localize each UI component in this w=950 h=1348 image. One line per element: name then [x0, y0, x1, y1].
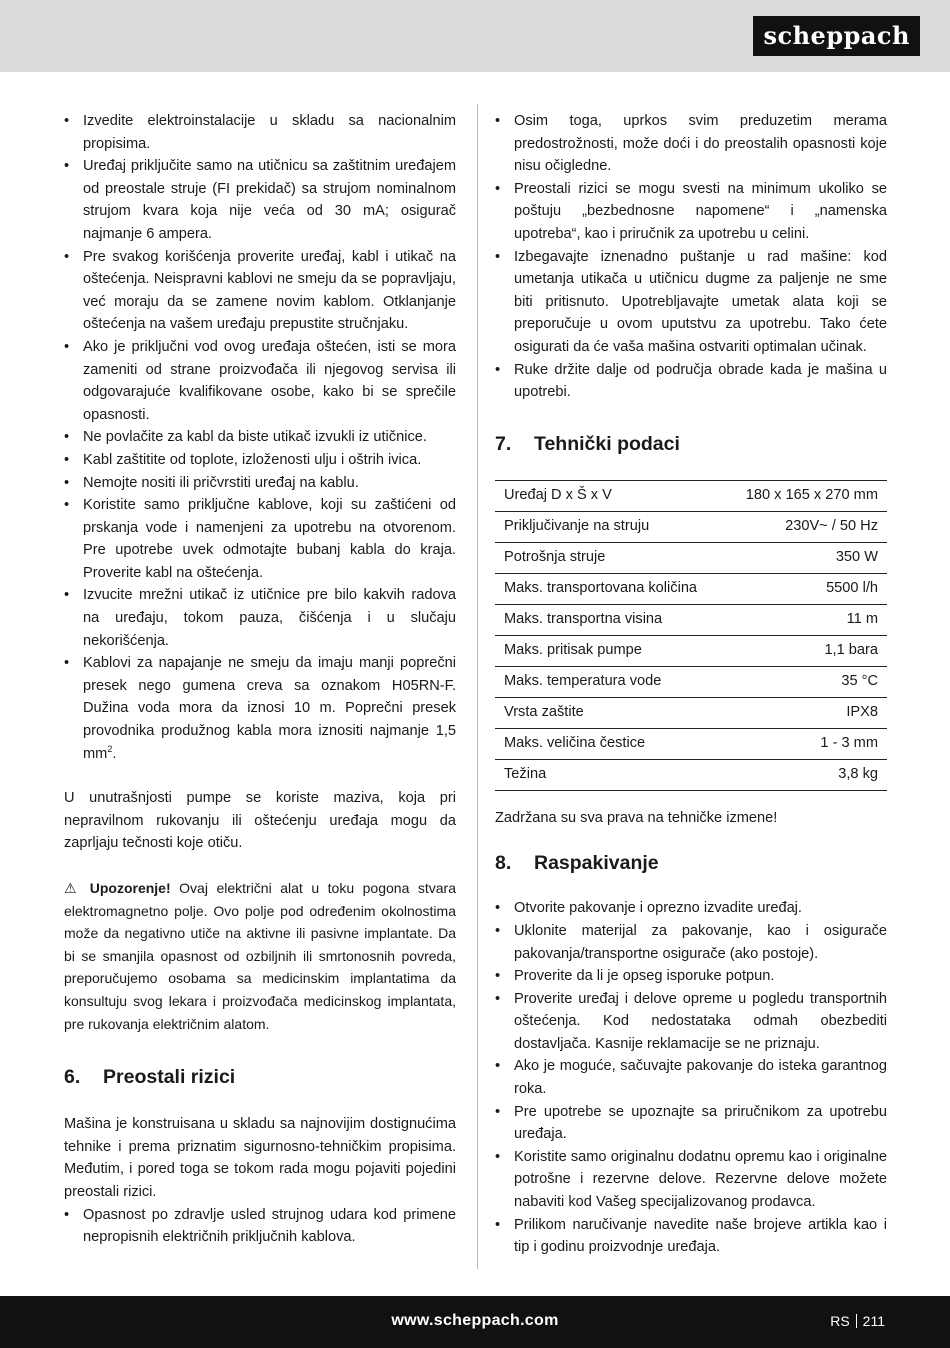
list-item: • Uklonite materijal za pakovanje, kao i osigurače pakovanja/transportne osigurače (ako postoje). [495, 920, 887, 965]
list-item: • Ne povlačite za kabl da biste utikač izvukli iz utičnice. [64, 426, 456, 449]
warning-paragraph [64, 877, 456, 1035]
section-title: Tehnički podaci [534, 432, 680, 455]
page-separator [856, 1314, 857, 1328]
list-item: • Pre svakog korišćenja proverite uređaj, kabl i utikač na oštećenja. Neispravni kablovi ne smeju da se popravljaju, već moraju da se zamene novim kablom. Otklanjanje oštećenja na vašem uređaju prepustite stručnjaku. [64, 246, 456, 336]
list-item: • Uređaj priključite samo na utičnicu sa zaštitnim uređajem od preostale struje (FI prekidač) sa strujom nominalnom strujom kvara koja nije veća od 30 mA; osigurač najmanje 6 ampera. [64, 155, 456, 245]
section-7-heading [495, 430, 887, 458]
spec-label: Težina [495, 759, 724, 790]
brand-logo: scheppach [753, 16, 920, 56]
cable-text: Kablovi za napajanje ne smeju da imaju manji poprečni presek nego gumena creva sa oznakom H05RN-F. Dužina voda mora da iznosi 10 m. Poprečni presek provodnika produžnog kabla mora iznositi najmanje 1,5 mm [83, 655, 456, 762]
page-indicator [830, 1310, 885, 1332]
table-row [495, 697, 887, 728]
table-row [495, 573, 887, 604]
list-item: • Preostali rizici se mogu svesti na minimum ukoliko se poštuju „bezbednosne napomene“ i „namenska upotreba“, kao i priručnik za upotrebu u celini. [495, 178, 887, 246]
table-row [495, 542, 887, 573]
footer-bar [0, 1296, 950, 1348]
list-item: • Izvucite mrežni utikač iz utičnice pre bilo kakvih radova na uređaju, tokom pauza, čišćenja i u slučaju nekorišćenja. [64, 584, 456, 652]
spec-label: Maks. transportovana količina [495, 573, 724, 604]
list-item: • Izbegavajte iznenadno puštanje u rad mašine: kod umetanja utikača u utičnicu dugme za paljenje ne sme biti pritisnuto. Upotrebljavajte umetak alata koji se preporučuje u ovom uputstvu za upotrebu. Tako ćete osigurati da će vaša mašina ostvariti optimalan učinak. [495, 246, 887, 359]
section-number: 6. [64, 1066, 81, 1089]
spec-label: Maks. transportna visina [495, 604, 724, 635]
list-item: • Koristite samo originalnu dodatnu opremu kao i originalne potrošne i rezervne delove. Rezervne delove možete nabaviti kod Vašeg specijalizovanog prodavca. [495, 1146, 887, 1214]
header-bar [0, 0, 950, 72]
table-row [495, 666, 887, 697]
table-row [495, 635, 887, 666]
table-row [495, 480, 887, 511]
list-item: • Kabl zaštitite od toplote, izloženosti ulju i oštrih ivica. [64, 449, 456, 472]
table-row [495, 728, 887, 759]
section-8-heading [495, 849, 887, 877]
spec-value: 35 °C [724, 666, 887, 697]
table-row [495, 759, 887, 790]
spec-value: 3,8 kg [724, 759, 887, 790]
risk-bullet-list [495, 110, 887, 404]
spec-label: Priključivanje na struju [495, 511, 724, 542]
spec-label: Maks. veličina čestice [495, 728, 724, 759]
section-6-paragraph: Mašina je konstruisana u skladu sa najnovijim dostignućima tehnike i prema priznatim sigurnosno-tehničkim propisima. Međutim, i pored toga se tokom rada mogu pojaviti pojedini preostali rizici. [64, 1116, 456, 1200]
table-row [495, 511, 887, 542]
section-title: Preostali rizici [103, 1066, 236, 1089]
unpacking-bullet-list [495, 897, 887, 1259]
cable-text-end: . [112, 745, 117, 762]
warning-heading: Upozorenje! [89, 880, 171, 896]
spec-value: 350 W [724, 542, 887, 573]
spec-label: Vrsta zaštite [495, 697, 724, 728]
spec-value: 180 x 165 x 270 mm [724, 480, 887, 511]
superscript: 2 [107, 743, 113, 754]
language-code: RS [830, 1313, 850, 1329]
list-item: • Opasnost po zdravlje usled strujnog udara kod primene nepropisnih električnih priključnih kablova. [64, 1204, 456, 1249]
warning-icon: ⚠ [64, 880, 82, 896]
list-item: • Izvedite elektroinstalacije u skladu sa nacionalnim propisima. [64, 110, 456, 155]
section-6-bullet-list [64, 1204, 456, 1249]
spec-value: IPX8 [724, 697, 887, 728]
safety-bullet-list [64, 110, 456, 765]
list-item: • Nemojte nositi ili pričvrstiti uređaj na kablu. [64, 472, 456, 495]
list-item: • Proverite da li je opseg isporuke potpun. [495, 965, 887, 988]
spec-value: 230V~ / 50 Hz [724, 511, 887, 542]
page-number: 211 [862, 1313, 885, 1329]
section-number: 8. [495, 852, 512, 875]
lubricant-paragraph: U unutrašnjosti pumpe se koriste maziva, koja pri nepravilnom rukovanju ili oštećenju uređaja mogu da zaprljaju tečnosti koje otiču. [64, 790, 456, 852]
spec-value: 5500 l/h [724, 573, 887, 604]
website-link[interactable]: www.scheppach.com [391, 1312, 559, 1329]
right-column [495, 110, 887, 1259]
list-item: • Ruke držite dalje od područja obrade kada je mašina u upotrebi. [495, 359, 887, 404]
list-item: • Pre upotrebe se upoznajte sa priručnikom za upotrebu uređaja. [495, 1101, 887, 1146]
section-title: Raspakivanje [534, 852, 659, 875]
spec-value: 11 m [724, 604, 887, 635]
spec-label: Uređaj D x Š x V [495, 480, 724, 511]
left-column [64, 110, 456, 1249]
spec-value: 1 - 3 mm [724, 728, 887, 759]
specs-note: Zadržana su sva prava na tehničke izmene! [495, 809, 778, 826]
warning-body: Ovaj električni alat u toku pogona stvara elektromagnetno polje. Ovo polje pod određenim okolnostima može da negativno utiče na aktivne ili pasivne implantate. Da bi se smanjila opasnost od ozbiljnih ili smrtonosnih povreda, preporučujemo osobama sa medicinskim implantatima da konsultuju svog lekara i proizvođača medicinskog implantata, pre rukovanja električnim alatom. [64, 880, 457, 1032]
list-item: • Ako je moguće, sačuvajte pakovanje do isteka garantnog roka. [495, 1055, 887, 1100]
list-item: • Prilikom naručivanje navedite naše brojeve artikla kao i tip i godinu proizvodnje uređaja. [495, 1214, 887, 1259]
table-row [495, 604, 887, 635]
spec-label: Potrošnja struje [495, 542, 724, 573]
list-item: • Koristite samo priključne kablove, koji su zaštićeni od prskanja vode i namenjeni za upotrebu na otvorenom. Pre upotrebe uvek odmotajte bubanj kabla do kraja. Proverite kabl na oštećenja. [64, 494, 456, 584]
spec-value: 1,1 bara [724, 635, 887, 666]
specs-table [495, 480, 887, 791]
column-divider [477, 104, 478, 1269]
spec-label: Maks. temperatura vode [495, 666, 724, 697]
list-item: • Osim toga, uprkos svim preduzetim merama predostrožnosti, može doći i do preostalih opasnosti koje nisu očigledne. [495, 110, 887, 178]
section-6-heading [64, 1063, 456, 1091]
spec-label: Maks. pritisak pumpe [495, 635, 724, 666]
list-item: • Otvorite pakovanje i oprezno izvadite uređaj. [495, 897, 887, 920]
list-item: • Ako je priključni vod ovog uređaja oštećen, isti se mora zameniti od strane proizvođača ili njegovog servisa ili odgovarajuće kvalifikovane osobe, kako bi se sprečile opasnosti. [64, 336, 456, 426]
list-item: • Proverite uređaj i delove opreme u pogledu transportnih oštećenja. Kod nedostataka odmah obezbediti dostavljača. Kasnije reklamacije se ne priznaju. [495, 988, 887, 1056]
list-item-cable [64, 652, 456, 765]
section-number: 7. [495, 432, 512, 455]
